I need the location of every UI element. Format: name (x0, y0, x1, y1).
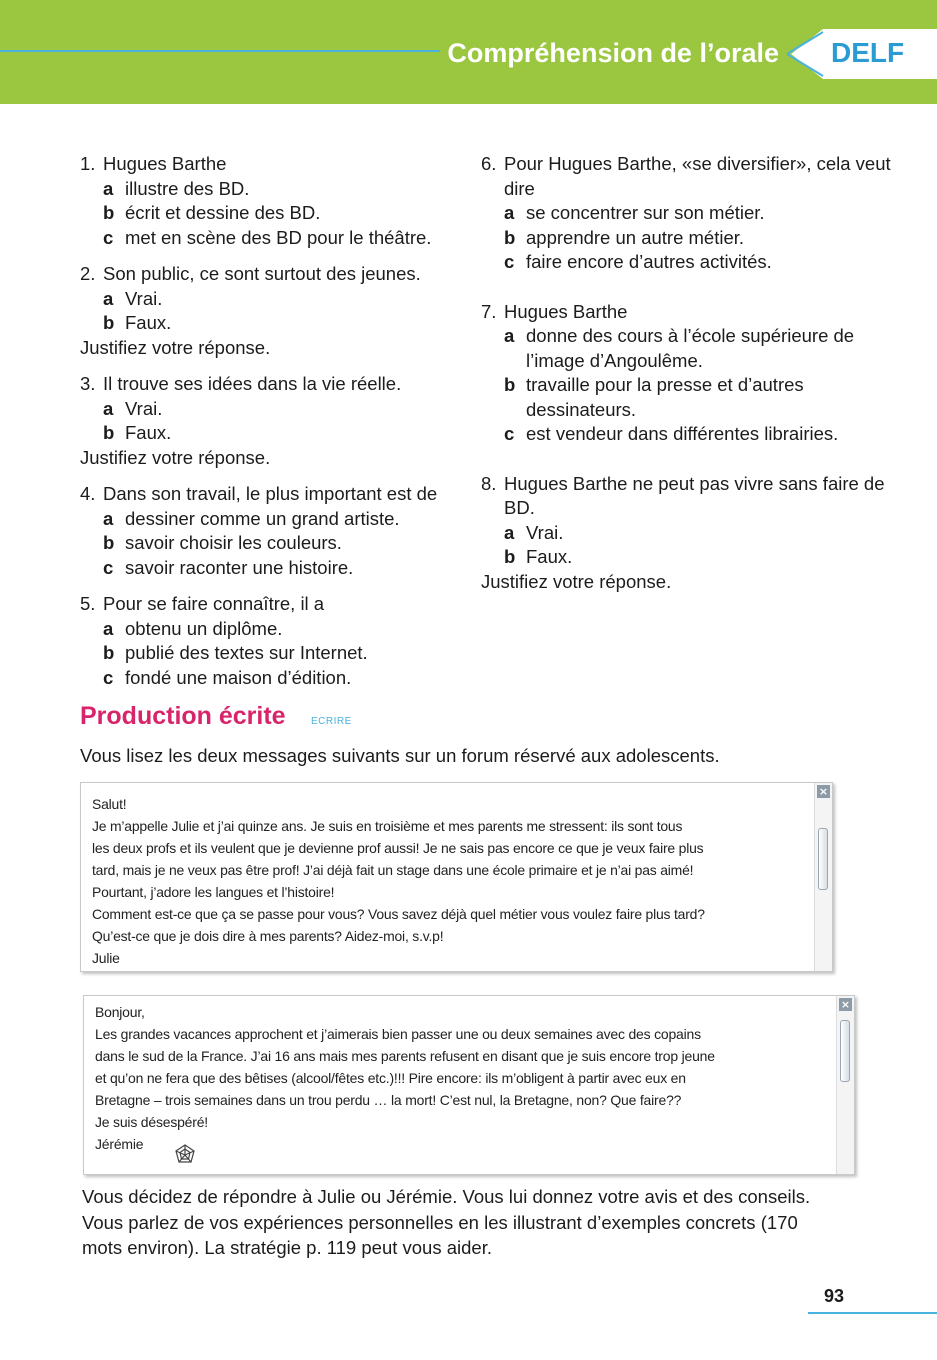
option-text: obtenu un diplôme. (125, 617, 283, 639)
option-text: Vrai. (526, 521, 564, 543)
answer-option (481, 422, 901, 447)
question (80, 152, 470, 250)
option-text: Vrai. (125, 287, 163, 309)
option-text: fondé une maison d’édition. (125, 666, 352, 688)
message-line: Jérémie (95, 1136, 144, 1152)
message-line: Julie (92, 950, 120, 966)
option-letter: b (504, 374, 516, 395)
option-letter: c (504, 251, 515, 272)
option-text: dessiner comme un grand artiste. (125, 507, 400, 529)
message-line: Je m’appelle Julie et j’ai quinze ans. Je suis en troisième et mes parents me stressent: ils sont tous (92, 818, 683, 834)
option-text: Faux. (526, 546, 573, 567)
message-line: dans le sud de la France. J’ai 16 ans mais mes parents refusent en disant que je suis encore trop jeune (95, 1048, 715, 1064)
justify-instruction: Justifiez votre réponse. (80, 336, 271, 358)
scroll-thumb[interactable] (818, 828, 828, 890)
question (80, 482, 470, 580)
justify-instruction: Justifiez votre réponse. (481, 570, 672, 592)
question-number: 7. (481, 300, 497, 322)
question-text: Hugues Barthe (103, 153, 227, 174)
option-letter: b (103, 202, 115, 223)
delf-label: DELF (831, 37, 905, 68)
option-text: Faux. (125, 422, 172, 443)
option-letter: a (103, 617, 114, 639)
section-tag-ecrire: ECRIRE (311, 716, 352, 727)
question-text: Il trouve ses idées dans la vie réelle. (103, 373, 402, 394)
answer-option (80, 177, 470, 202)
question-text: Dans son travail, le plus important est de (103, 483, 438, 504)
message-line: Qu’est-ce que je dois dire à mes parents? Aidez-moi, s.v.p! (92, 928, 444, 944)
option-letter: a (504, 325, 515, 346)
option-letter: c (103, 666, 114, 688)
answer-option (481, 324, 901, 373)
answer-option (481, 250, 901, 275)
message-line: les deux profs et ils veulent que je devienne prof aussi! Je ne sais pas encore ce que je veux faire plus (92, 840, 704, 856)
option-text: écrit et dessine des BD. (125, 202, 321, 223)
option-letter: b (103, 532, 115, 553)
header-band (0, 0, 937, 104)
answer-option (80, 531, 470, 556)
message-line: Je suis désespéré! (95, 1114, 208, 1130)
forum-message-jeremie (83, 995, 855, 1175)
question-stem (481, 300, 901, 325)
message-line: Bonjour, (95, 1004, 145, 1020)
answer-option (481, 521, 901, 546)
answer-option (481, 545, 901, 570)
option-letter: b (504, 226, 516, 248)
question-text: Pour se faire connaître, il a (103, 593, 325, 614)
question-number: 2. (80, 263, 96, 284)
spider-web-icon (174, 1143, 196, 1165)
question-stem (481, 152, 901, 201)
question (481, 300, 901, 447)
answer-option (80, 421, 470, 446)
questions-left-column (80, 152, 470, 702)
option-text: met en scène des BD pour le théâtre. (125, 226, 432, 248)
justify-instruction: Justifiez votre réponse. (80, 446, 271, 468)
option-text: donne des cours à l’école supérieure de l’image d’Angoulême. (526, 325, 855, 371)
question-number: 4. (80, 483, 96, 504)
answer-option (80, 666, 470, 691)
scroll-thumb[interactable] (840, 1020, 850, 1082)
option-letter: c (103, 226, 114, 248)
scrollbar[interactable] (814, 783, 832, 971)
option-letter: a (103, 507, 114, 529)
questions-right-column (481, 152, 901, 606)
option-text: est vendeur dans différentes librairies. (526, 423, 839, 444)
answer-option (80, 617, 470, 642)
section-intro: Vous lisez les deux messages suivants sur un forum réservé aux adolescents. (80, 745, 720, 766)
option-text: se concentrer sur son métier. (526, 202, 765, 223)
scrollbar[interactable] (836, 996, 854, 1174)
question-number: 5. (80, 593, 96, 614)
option-letter: c (103, 556, 114, 578)
close-icon[interactable]: × (840, 998, 851, 1011)
answer-option (80, 397, 470, 422)
question-stem (481, 472, 901, 521)
forum-message-julie (80, 782, 833, 972)
answer-option (80, 641, 470, 666)
message-line: et qu’on ne fera que des bêtises (alcool/fêtes etc.)!!! Pire encore: ils m’obligent à partir avec eux en (95, 1070, 686, 1086)
question (80, 592, 470, 690)
option-letter: c (504, 423, 515, 444)
answer-option (80, 311, 470, 336)
message-line: tard, mais je ne veux pas être prof! J’ai déjà fait un stage dans une école primaire et je n’ai pas aimé! (92, 862, 694, 878)
option-letter: a (103, 287, 114, 309)
question-number: 1. (80, 153, 96, 174)
option-text: apprendre un autre métier. (526, 226, 745, 248)
option-letter: a (103, 177, 114, 199)
page-number-line (808, 1312, 937, 1314)
message-line: Bretagne – trois semaines dans un trou perdu … la mort! C’est nul, la Bretagne, non? Que faire?? (95, 1092, 682, 1108)
answer-option (80, 507, 470, 532)
option-text: Vrai. (125, 397, 163, 419)
question-stem (80, 592, 470, 617)
answer-option (80, 201, 470, 226)
question-text: Son public, ce sont surtout des jeunes. (103, 263, 421, 284)
option-letter: b (103, 642, 115, 663)
option-text: Faux. (125, 312, 172, 333)
answer-option (80, 556, 470, 581)
question (80, 262, 470, 360)
header-line (0, 50, 440, 52)
option-text: savoir raconter une histoire. (125, 556, 354, 578)
question-text: Hugues Barthe (504, 300, 628, 322)
task-line: mots environ). La stratégie p. 119 peut vous aider. (82, 1237, 492, 1258)
option-text: travaille pour la presse et d’autres dessinateurs. (526, 374, 804, 420)
page-title: Compréhension de l’orale (447, 38, 779, 68)
option-letter: b (504, 546, 516, 567)
answer-option (481, 226, 901, 251)
question (80, 372, 470, 470)
option-text: faire encore d’autres activités. (526, 251, 772, 272)
question-stem (80, 482, 470, 507)
task-line: Vous parlez de vos expériences personnelles en les illustrant d’exemples concrets (170 (82, 1211, 798, 1233)
answer-option (80, 287, 470, 312)
option-text: savoir choisir les couleurs. (125, 532, 342, 553)
section-title-production: Production écrite (80, 702, 286, 730)
delf-badge (787, 27, 937, 81)
message-line: Les grandes vacances approchent et j’aimerais bien passer une ou deux semaines avec des copains (95, 1026, 701, 1042)
question-number: 6. (481, 153, 497, 174)
message-line: Pourtant, j’adore les langues et l’histoire! (92, 884, 335, 900)
option-letter: b (103, 312, 115, 333)
option-letter: a (504, 202, 515, 223)
question-stem (80, 372, 470, 397)
question-text: Pour Hugues Barthe, «se diversifier», cela veut dire (504, 153, 891, 199)
question-number: 3. (80, 373, 96, 394)
question-number: 8. (481, 472, 497, 494)
close-icon[interactable]: × (818, 785, 829, 798)
answer-option (481, 373, 901, 422)
question (481, 152, 901, 275)
option-letter: a (103, 397, 114, 419)
option-letter: a (504, 521, 515, 543)
option-text: illustre des BD. (125, 177, 250, 199)
option-letter: b (103, 422, 115, 443)
message-line: Comment est-ce que ça se passe pour vous? Vous savez déjà quel métier vous voulez faire plus tard? (92, 906, 705, 922)
question-text: Hugues Barthe ne peut pas vivre sans faire de BD. (504, 472, 885, 518)
answer-option (80, 226, 470, 251)
task-line: Vous décidez de répondre à Julie ou Jérémie. Vous lui donnez votre avis et des conseils. (82, 1186, 811, 1207)
task-instructions (82, 1184, 902, 1261)
question-stem (80, 262, 470, 287)
option-text: publié des textes sur Internet. (125, 642, 368, 663)
page-number: 93 (824, 1286, 845, 1306)
question-stem (80, 152, 470, 177)
message-line: Salut! (92, 796, 127, 812)
question (481, 472, 901, 595)
answer-option (481, 201, 901, 226)
